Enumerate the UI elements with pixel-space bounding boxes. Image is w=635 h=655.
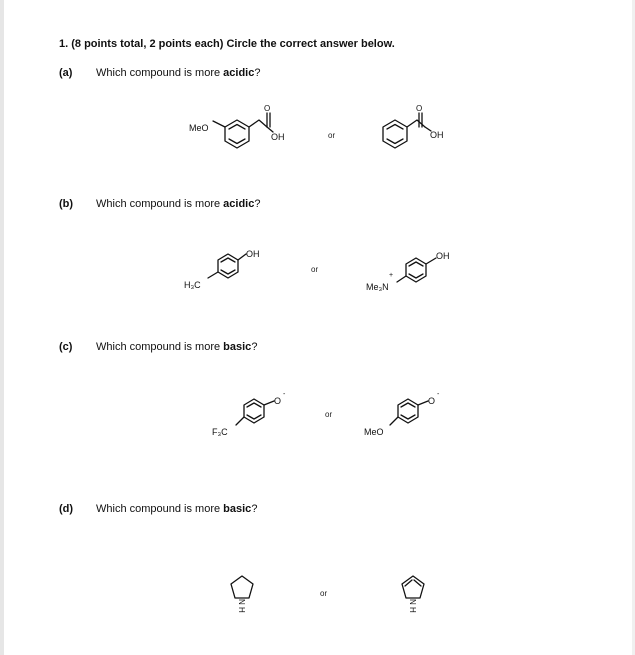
methoxy-bond: [213, 121, 225, 127]
ammonium-label: Me₃N: [366, 282, 389, 292]
chain-bond: [249, 120, 267, 127]
ring-double-bond: [401, 403, 415, 407]
question-c-left-molecule[interactable]: [206, 385, 306, 445]
hydroxyl-label: OH: [436, 251, 450, 261]
ring-nitrogen-label: N: [237, 599, 246, 605]
problem-heading: 1. (8 points total, 2 points each) Circle the correct answer below.: [59, 38, 395, 50]
question-a-prefix: Which compound is more: [96, 67, 224, 79]
ring-double-bond: [387, 125, 403, 130]
ring-hydrogen-label: H: [408, 607, 417, 613]
question-a-emphasis: acidic: [223, 67, 255, 79]
question-c-emphasis: basic: [223, 341, 252, 353]
ring-double-bond: [387, 139, 403, 144]
hydroxyl-label: OH: [271, 132, 285, 142]
ring-nitrogen-label: N: [408, 599, 417, 605]
ring-double-bond: [409, 274, 423, 278]
ring-double-bond: [247, 415, 261, 419]
question-d-left-molecule[interactable]: [222, 570, 262, 620]
question-d-emphasis: basic: [223, 503, 252, 515]
oxide-label: O: [274, 396, 282, 406]
question-c-text: [96, 341, 257, 353]
hydroxyl-bond: [238, 254, 246, 260]
methoxy-bond: [390, 417, 398, 425]
trifluoromethyl-bond: [236, 417, 244, 425]
methyl-label: H₃C: [184, 280, 201, 290]
methyl-bond: [208, 272, 218, 278]
question-d-suffix: ?: [251, 503, 258, 515]
question-b-letter: (b): [59, 198, 74, 210]
negative-charge-label: -: [283, 391, 286, 398]
question-d-letter: (d): [59, 503, 74, 515]
pyrrolidine-ring: [231, 576, 253, 598]
carbonyl-oxygen-label: O: [416, 104, 423, 113]
question-b-left-molecule[interactable]: [180, 240, 280, 300]
question-c-prefix: Which compound is more: [96, 341, 224, 353]
question-b-emphasis: acidic: [223, 198, 255, 210]
oxide-bond: [264, 401, 274, 405]
question-a-text: [96, 67, 260, 79]
methoxy-label: MeO: [364, 427, 384, 437]
ring-double-bond: [409, 262, 423, 266]
oxide-label: O: [428, 396, 436, 406]
question-a-left-molecule[interactable]: [185, 100, 295, 170]
question-a-or: or: [328, 131, 336, 140]
ring-double-bond: [229, 125, 245, 130]
question-b-prefix: Which compound is more: [96, 198, 224, 210]
ammonium-bond: [397, 276, 406, 282]
page-left-edge: [0, 0, 4, 655]
question-d-or: or: [320, 589, 328, 598]
question-c-letter: (c): [59, 341, 73, 353]
question-c-or: or: [325, 410, 333, 419]
trifluoromethyl-label: F₃C: [212, 427, 228, 437]
question-d-right-molecule[interactable]: [393, 570, 433, 620]
carbonyl-oxygen-label: O: [264, 104, 271, 113]
question-c-suffix: ?: [251, 341, 258, 353]
question-b-text: [96, 198, 260, 210]
question-a-right-molecule[interactable]: [375, 100, 465, 170]
ring-double-bond: [247, 403, 261, 407]
positive-charge-label: +: [389, 272, 394, 279]
ring-double-bond: [401, 415, 415, 419]
question-c-right-molecule[interactable]: [360, 385, 460, 445]
oxide-bond: [418, 401, 428, 405]
question-b-suffix: ?: [254, 198, 261, 210]
question-d-text: [96, 503, 257, 515]
question-a-letter: (a): [59, 67, 73, 79]
pyrrole-ring: [402, 576, 424, 598]
hydroxyl-label: OH: [430, 130, 444, 140]
hydroxyl-bond: [426, 258, 436, 264]
question-b-or: or: [311, 265, 319, 274]
question-b-right-molecule[interactable]: [362, 240, 472, 300]
ring-double-bond: [229, 139, 245, 144]
question-d-prefix: Which compound is more: [96, 503, 224, 515]
ring-double-bond: [221, 270, 235, 274]
ring-double-bond: [221, 258, 235, 262]
hydroxyl-label: OH: [246, 249, 260, 259]
methoxy-label: MeO: [189, 123, 209, 133]
ring-hydrogen-label: H: [237, 607, 246, 613]
question-a-suffix: ?: [254, 67, 261, 79]
negative-charge-label: -: [437, 391, 440, 398]
